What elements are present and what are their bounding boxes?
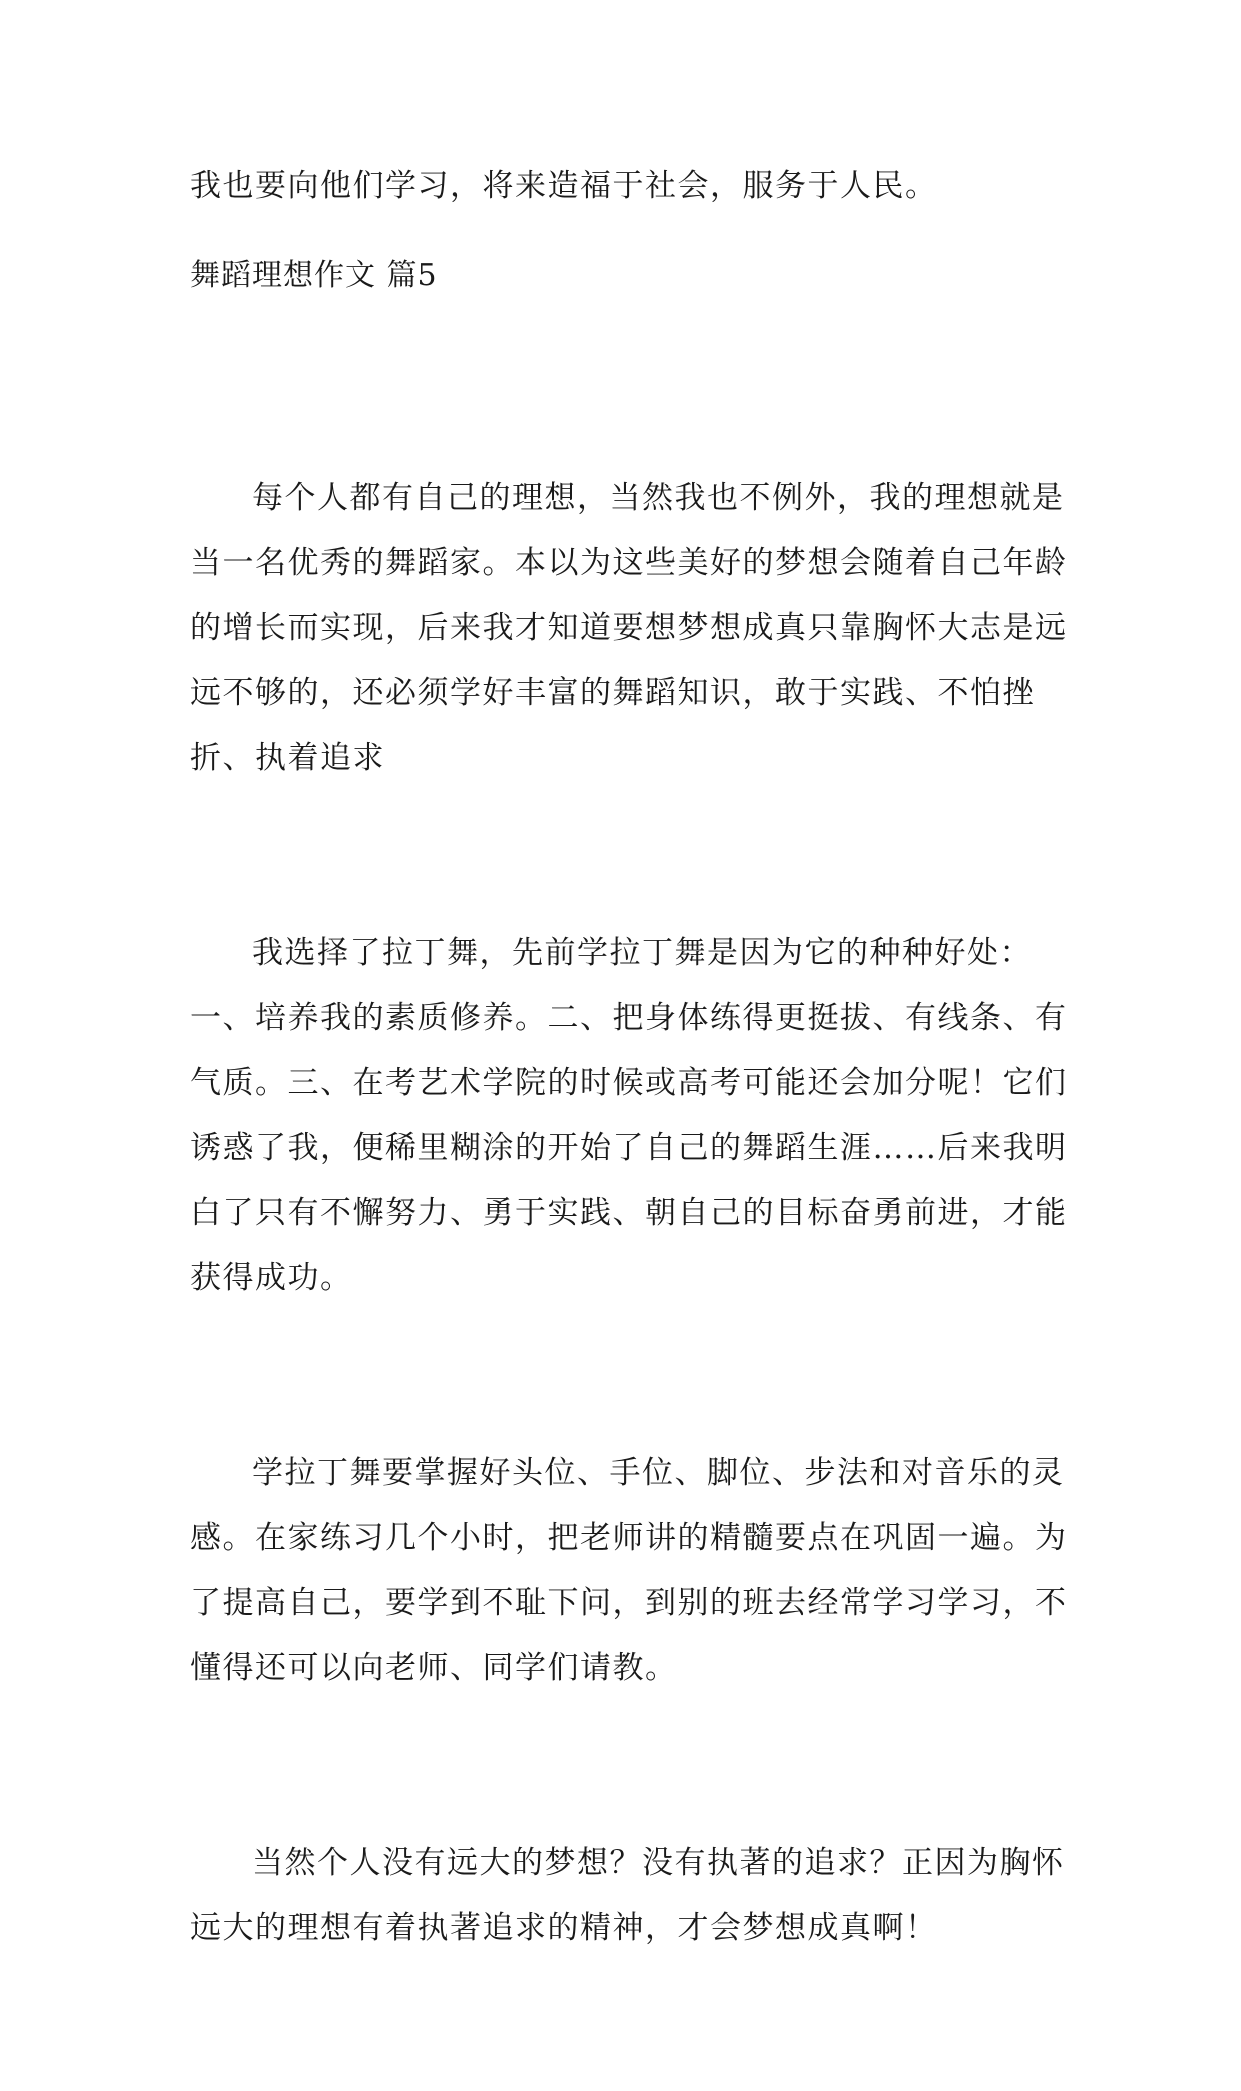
section-heading: 舞蹈理想作文 篇5 — [190, 258, 438, 293]
essay-body — [190, 336, 1070, 2091]
paragraph-3: 学拉丁舞要掌握好头位、手位、脚位、步法和对音乐的灵感。在家练习几个小时，把老师讲的精髓要点在巩固一遍。为了提高自己，要学到不耻下问，到别的班去经常学习学习，不懂得还可以向老师、同学们请教。 — [190, 1455, 1068, 1686]
paragraph-4: 当然个人没有远大的梦想？没有执著的追求？正因为胸怀远大的理想有着执著追求的精神，才会梦想成真啊！ — [190, 1845, 1065, 1946]
paragraph-1: 每个人都有自己的理想，当然我也不例外，我的理想就是当一名优秀的舞蹈家。本以为这些美好的梦想会随着自己年龄的增长而实现，后来我才知道要想梦想成真只靠胸怀大志是远远不够的，还必须学好丰富的舞蹈知识，敢于实践、不怕挫折、执着追求 — [190, 480, 1068, 776]
paragraph-2: 我选择了拉丁舞，先前学拉丁舞是因为它的种种好处：一、培养我的素质修养。二、把身体练得更挺拔、有线条、有气质。三、在考艺术学院的时候或高考可能还会加分呢！它们诱惑了我，便稀里糊涂的开始了自己的舞蹈生涯……后来我明白了只有不懈努力、勇于实践、朝自己的目标奋勇前进，才能获得成功。 — [190, 935, 1068, 1296]
continuation-paragraph: 我也要向他们学习，将来造福于社会，服务于人民。 — [190, 168, 938, 204]
